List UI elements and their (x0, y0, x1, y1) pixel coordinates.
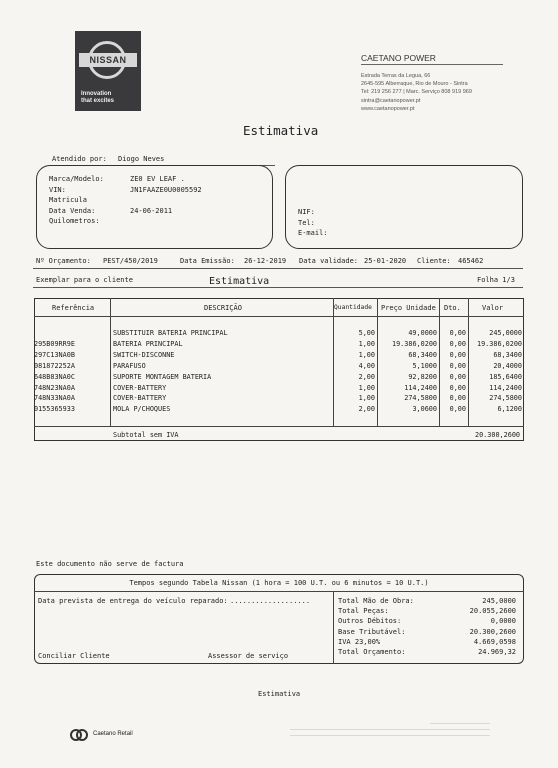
cell-disc: 0,00 (449, 350, 466, 359)
nissan-logo (75, 31, 141, 111)
cell-desc: BATERIA PRINCIPAL (113, 339, 183, 348)
logo-tagline-2: that excites (81, 98, 115, 104)
issue-date-label: Data Emissão: (180, 257, 235, 265)
sale-date-label: Data Venda: (49, 206, 96, 215)
make-model-value: ZE0 EV LEAF . (130, 175, 185, 183)
copy-label: Exemplar para o cliente (36, 276, 133, 284)
cell-qty: 5,00 (358, 329, 375, 337)
cell-value: 6,1200 (497, 405, 522, 414)
cell-disc: 0,00 (449, 339, 466, 348)
caetano-logo-icon (70, 727, 88, 743)
col-divider (110, 298, 111, 426)
header-discount: Dto. (444, 304, 461, 312)
footer-title: Estimativa (258, 690, 301, 698)
page-label: Folha 1/3 (477, 276, 515, 284)
section-title: Estimativa (209, 276, 270, 287)
nif-label: NIF: (298, 208, 315, 216)
cell-ref: 748N23NA0A (34, 383, 75, 392)
header-reference: Referência (52, 304, 95, 312)
cell-disc: 0,00 (449, 361, 466, 370)
cell-desc: SUBSTITUIR BATERIA PRINCIPAL (113, 329, 228, 337)
cell-qty: 1,00 (358, 383, 375, 392)
cell-disc: 0,00 (449, 372, 466, 381)
delivery-dots: ................... (230, 597, 311, 605)
cell-value: 19.386,0200 (476, 339, 522, 348)
cell-desc: SWITCH-DISCONNE (113, 350, 175, 359)
subtotal-value: 20.300,2600 (474, 431, 520, 439)
logo-tagline-1: Innovation (81, 91, 112, 97)
col-divider (439, 298, 440, 426)
advisor-signature-label: Assessor de serviço (208, 652, 289, 660)
cell-ref: 648B83NA0C (34, 372, 75, 381)
times-note: Tempos segundo Tabela Nissan (1 hora = 100 U.T. ou 6 minutos = 10 U.T.) (129, 579, 429, 587)
header-quantity: Quantidade (334, 304, 372, 311)
company-divider (361, 64, 503, 65)
cell-qty: 2,00 (358, 405, 375, 414)
client-number-value: 465462 (458, 257, 484, 265)
client-number-label: Cliente: (417, 257, 451, 265)
cell-price: 5,1000 (412, 361, 437, 370)
cell-ref: 297C13NA0B (34, 350, 75, 359)
company-email: sintra@caetanopower.pt (361, 97, 421, 104)
header-unit-price: Preço Unidade (381, 304, 436, 312)
cell-price: 19.386,0200 (391, 339, 437, 348)
table-subtotal-line (34, 426, 524, 427)
company-address-2: 2645-595 Alberraque, Rio de Mouro - Sintra (361, 81, 468, 88)
total-parts-value: 20.055,2600 (469, 607, 516, 616)
tel-label: Tel: (298, 218, 315, 227)
cell-price: 92,8200 (408, 372, 437, 381)
cell-ref: 748N33NA0A (34, 394, 75, 403)
company-name: CAETANO POWER (361, 53, 436, 63)
other-debits-value: 0,0000 (490, 617, 516, 626)
cell-qty: 2,00 (358, 372, 375, 381)
vehicle-values (130, 174, 202, 216)
summary-box (34, 574, 524, 664)
col-divider (333, 298, 334, 426)
company-phone: Tel: 219 256 277 | Marc. Serviço 808 919 969 (361, 89, 472, 96)
cell-value: 245,0000 (489, 329, 522, 337)
company-address-1: Estrada Terras da Legua, 66 (361, 73, 431, 79)
logo-word: NISSAN (79, 53, 137, 67)
delivery-label: Data prevista de entrega do veículo reparado: (38, 597, 228, 605)
vat-label: IVA 23,00% (338, 637, 381, 646)
sale-date-value: 24-06-2011 (130, 206, 173, 215)
tax-base-value: 20.300,2600 (469, 627, 516, 636)
attended-by-value: Diogo Neves (118, 155, 165, 163)
cell-qty: 1,00 (358, 350, 375, 359)
section-divider (33, 287, 523, 288)
validity-label: Data validade: (299, 257, 359, 265)
footer-faint-text (290, 720, 490, 746)
cell-disc: 0,00 (449, 383, 466, 392)
cell-value: 20,4000 (493, 361, 522, 370)
cell-qty: 1,00 (358, 394, 375, 403)
header-description: DESCRIÇÃO (204, 304, 242, 312)
table-header-line (34, 316, 524, 317)
cell-price: 114,2400 (404, 383, 437, 392)
totals-values (470, 596, 516, 657)
grand-total-label: Total Orçamento: (338, 648, 406, 657)
cell-desc: COVER-BATTERY (113, 383, 167, 392)
cell-value: 68,3400 (493, 350, 522, 359)
cell-value: 114,2400 (489, 383, 522, 392)
vehicle-labels (49, 174, 104, 227)
cell-disc: 0,00 (449, 405, 466, 414)
total-labor-label: Total Mão de Obra: (338, 597, 414, 605)
vat-value: 4.669,0598 (473, 637, 516, 646)
cell-desc: SUPORTE MONTAGEM BATERIA (113, 372, 212, 381)
vin-value: JN1FAAZE0U0005592 (130, 185, 202, 194)
email-label: E-mail: (298, 229, 328, 238)
cell-qty: 1,00 (358, 339, 375, 348)
summary-divider (34, 591, 524, 592)
cell-desc: COVER-BATTERY (113, 394, 167, 403)
client-labels (298, 207, 328, 239)
cell-value: 185,6400 (489, 372, 522, 381)
col-divider (468, 298, 469, 426)
cell-price: 3,0600 (412, 405, 437, 414)
cell-disc: 0,00 (449, 329, 466, 337)
document-title: Estimativa (243, 123, 319, 138)
cell-ref: 295B09RR9E (34, 339, 75, 348)
plate-value (130, 195, 202, 206)
vin-label: VIN: (49, 185, 66, 194)
company-web: www.caetanopower.pt (361, 105, 415, 112)
total-parts-label: Total Peças: (338, 607, 389, 616)
issue-date-value: 26-12-2019 (244, 257, 287, 265)
totals-labels (338, 596, 414, 657)
client-signature-label: Conciliar Cliente (38, 652, 110, 660)
not-invoice-note: Este documento não serve de factura (36, 560, 184, 568)
budget-label: Nº Orçamento: (36, 257, 91, 265)
attended-by-label: Atendido por: (52, 155, 107, 163)
company-details (361, 72, 472, 113)
tax-base-label: Base Tributável: (338, 627, 406, 636)
cell-value: 274,5800 (489, 394, 522, 403)
cell-desc: PARAFUSO (113, 361, 146, 370)
cell-desc: MOLA P/CHOQUES (113, 405, 171, 414)
total-labor-value: 245,0000 (482, 597, 516, 605)
plate-label: Matricula (49, 196, 87, 205)
grand-total-value: 24.969,32 (478, 648, 516, 657)
km-label: Quilometros: (49, 217, 100, 226)
meta-divider (33, 268, 523, 269)
cell-ref: 0155365933 (34, 405, 75, 414)
cell-price: 68,3400 (408, 350, 437, 359)
header-value: Valor (482, 304, 504, 312)
validity-value: 25-01-2020 (364, 257, 407, 265)
subtotal-label: Subtotal sem IVA (113, 431, 179, 439)
budget-value: PEST/450/2019 (103, 257, 158, 265)
cell-price: 274,5800 (404, 394, 437, 403)
cell-disc: 0,00 (449, 394, 466, 403)
cell-qty: 4,00 (358, 361, 375, 370)
cell-ref: 081872252A (34, 361, 75, 370)
footer-logo-text: Caetano Retail (93, 731, 133, 737)
col-divider (377, 298, 378, 426)
summary-col-divider (333, 591, 334, 664)
other-debits-label: Outros Débitos: (338, 617, 402, 626)
cell-price: 49,0000 (408, 329, 437, 337)
make-model-label: Marca/Modelo: (49, 175, 104, 183)
